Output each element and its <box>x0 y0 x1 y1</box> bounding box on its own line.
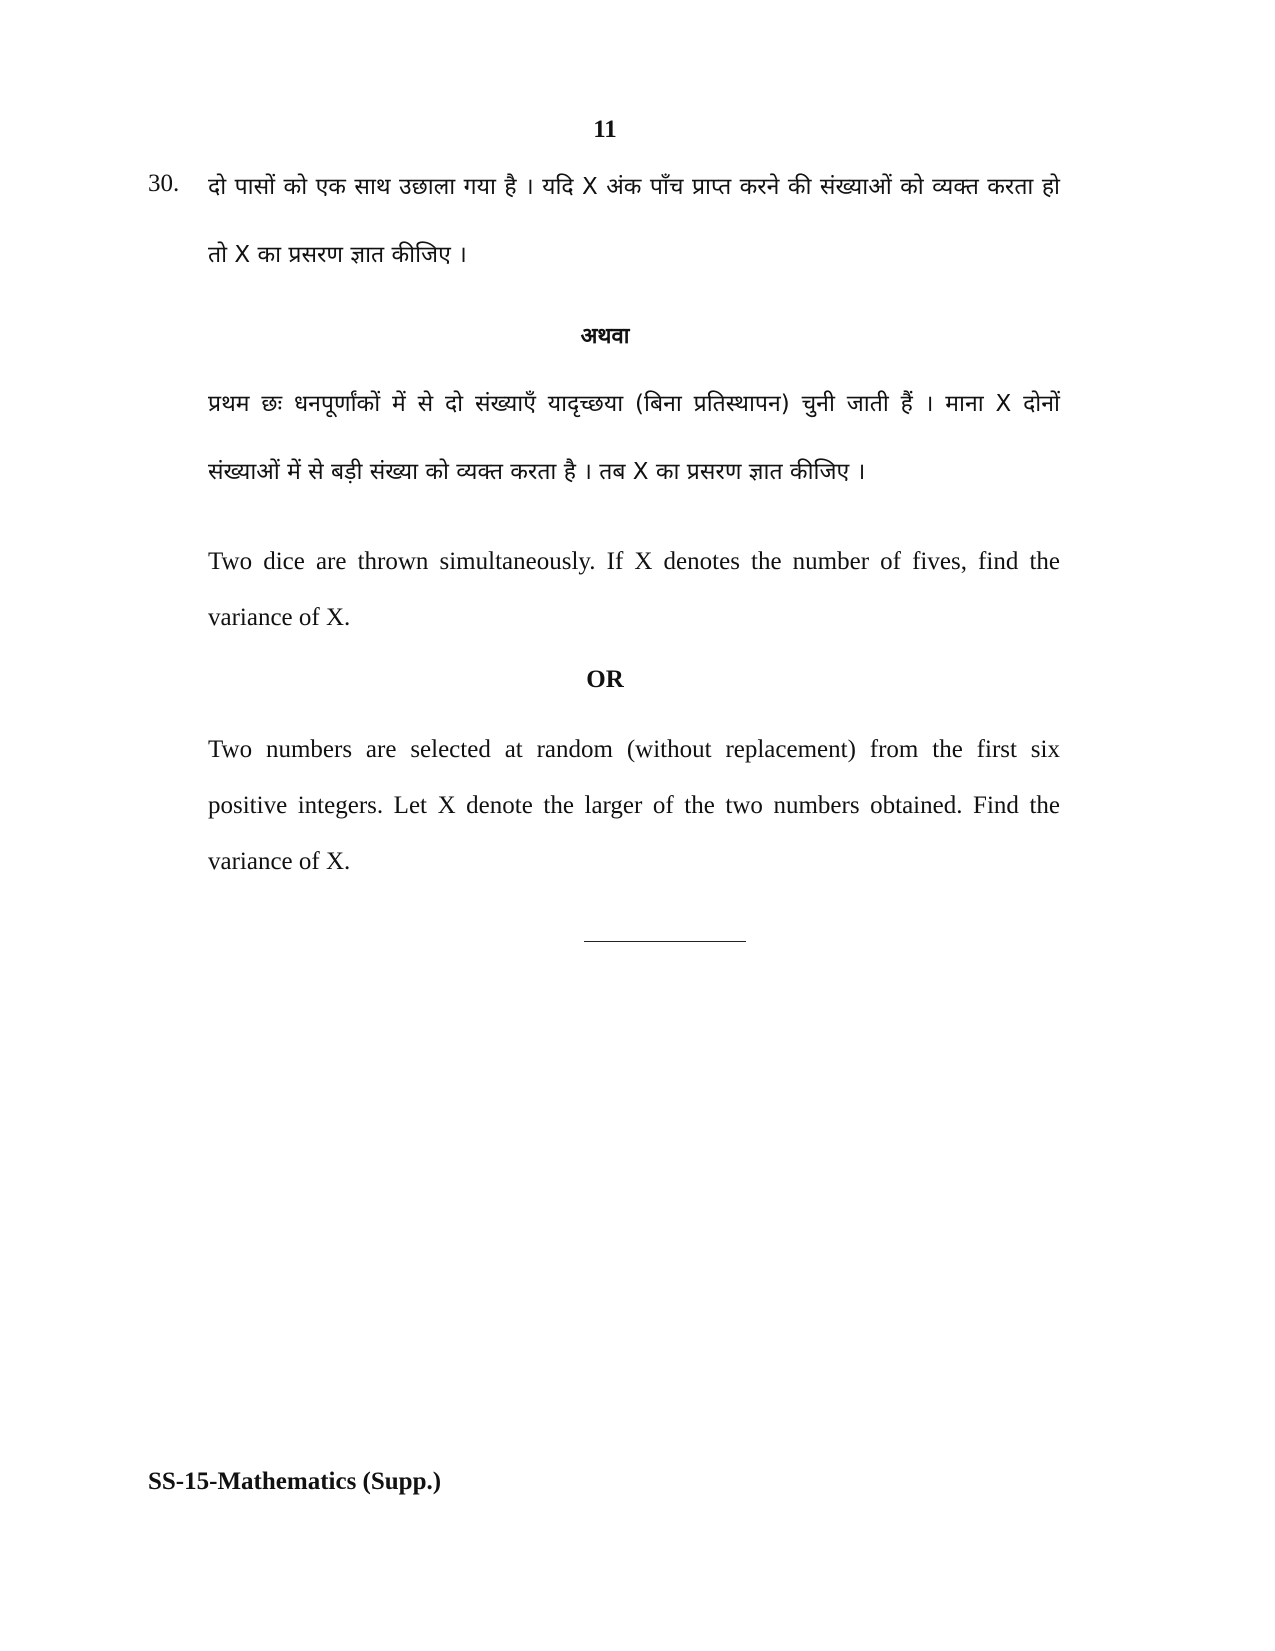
question-hindi-alternative: प्रथम छः धनपूर्णांकों में से दो संख्याएँ यादृच्छया (बिना प्रतिस्थापन) चुनी जाती हैं । माना X दोनों संख्याओं में से बड़ी संख्या को व्यक्त करता है । तब X का प्रसरण ज्ञात कीजिए । <box>208 391 1060 485</box>
question-english-alternative: Two numbers are selected at random (without replacement) from the first six positive integers. Let X denote the larger of the two numbers obtained. Find the variance of X. <box>208 736 1060 875</box>
footer-code: SS-15-Mathematics (Supp.) <box>148 1468 442 1495</box>
question-english-text: Two dice are thrown simultaneously. If X denotes the number of fives, find the variance of X. <box>208 548 1060 631</box>
end-rule <box>584 941 746 942</box>
hindi-or-heading: अथवा <box>580 324 630 349</box>
question-hindi-text: दो पासों को एक साथ उछाला गया है । यदि X अंक पाँच प्राप्त करने की संख्याओं को व्यक्त करता हो तो X का प्रसरण ज्ञात कीजिए । <box>208 174 1060 268</box>
question-number: 30. <box>148 170 180 197</box>
page-number: 11 <box>593 116 617 143</box>
english-or-heading: OR <box>586 666 624 693</box>
